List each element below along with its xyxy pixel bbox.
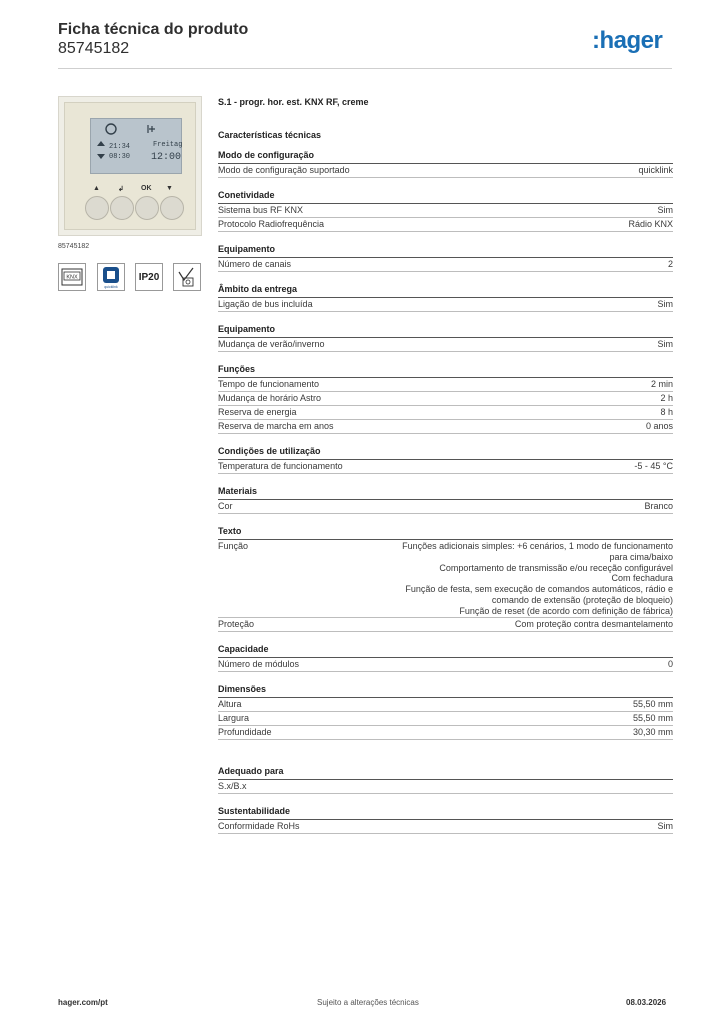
row-value: Sim xyxy=(657,205,673,215)
section-title: Texto xyxy=(218,524,673,540)
row-value: Sim xyxy=(657,299,673,309)
section-title: Âmbito da entrega xyxy=(218,282,673,298)
image-caption: 85745182 xyxy=(58,243,90,250)
row-value: 2 min xyxy=(650,379,673,389)
row-label: Função xyxy=(218,541,249,551)
characteristics-title: Características técnicas xyxy=(218,130,322,140)
row-value: 2 h xyxy=(660,393,673,403)
table-row xyxy=(218,698,673,712)
row-label: Reserva de energia xyxy=(218,407,297,417)
quicklink-icon xyxy=(97,263,125,291)
table-row xyxy=(218,338,673,352)
device-button-4 xyxy=(160,196,184,220)
footer-date: 08.03.2026 xyxy=(626,998,667,1007)
section-title: Condições de utilização xyxy=(218,444,673,460)
footer-disclaimer: Sujeito a alterações técnicas xyxy=(317,998,419,1007)
row-label: Mudança de verão/inverno xyxy=(218,339,325,349)
row-label: Sistema bus RF KNX xyxy=(218,205,304,215)
row-label: Modo de configuração suportado xyxy=(218,165,350,175)
row-value: Com proteção contra desmantelamento xyxy=(514,618,673,629)
row-value xyxy=(402,540,673,617)
device-button-1 xyxy=(85,196,109,220)
spec-table xyxy=(218,96,673,834)
row-label: Proteção xyxy=(218,618,255,629)
ok-label: OK xyxy=(141,185,152,192)
table-row xyxy=(218,780,673,794)
row-label: S.x/B.x xyxy=(218,780,247,791)
row-value: 2 xyxy=(667,259,673,269)
function-line: para cima/baixo xyxy=(609,551,673,562)
function-line: Função de reset (de acordo com definição de fábrica) xyxy=(459,605,673,616)
section-title: Conetividade xyxy=(218,188,673,204)
row-label: Reserva de marcha em anos xyxy=(218,421,334,431)
row-value: quicklink xyxy=(638,165,673,175)
row-value: Sim xyxy=(657,820,673,831)
row-value: Branco xyxy=(644,501,673,511)
up-arrow-icon: ▲ xyxy=(93,185,100,192)
function-line: Função de festa, sem execução de comandos automáticos, rádio e xyxy=(405,584,673,595)
row-value: Rádio KNX xyxy=(628,219,673,229)
header-title: Ficha técnica do produto xyxy=(58,21,249,38)
table-row xyxy=(218,618,673,632)
enter-icon: ↲ xyxy=(118,186,124,193)
table-row xyxy=(218,420,673,434)
table-row xyxy=(218,500,673,514)
row-value: 55,50 mm xyxy=(632,712,673,723)
row-label: Tempo de funcionamento xyxy=(218,379,320,389)
row-label: Profundidade xyxy=(218,726,272,737)
section-title: Funções xyxy=(218,362,673,378)
installation-icon xyxy=(173,263,201,291)
section-title: Adequado para xyxy=(218,764,673,780)
knx-icon-label: KNX xyxy=(66,274,78,281)
row-label: Temperatura de funcionamento xyxy=(218,461,343,471)
product-name: S.1 - progr. hor. est. KNX RF, creme xyxy=(218,97,369,107)
footer-website-link[interactable]: hager.com/pt xyxy=(58,998,108,1007)
section-title: Sustentabilidade xyxy=(218,804,673,820)
device-button-3 xyxy=(135,196,159,220)
row-value: 55,50 mm xyxy=(632,698,673,709)
ip20-icon: IP20 xyxy=(135,263,163,291)
lcd-right-1: Freitag xyxy=(153,141,183,149)
section-title: Capacidade xyxy=(218,642,673,658)
quicklink-icon-label: quicklink xyxy=(104,285,118,289)
table-row xyxy=(218,726,673,740)
row-label: Altura xyxy=(218,698,242,709)
function-line: Com fechadura xyxy=(611,573,673,584)
row-label: Conformidade RoHs xyxy=(218,820,300,831)
knx-clock-icon xyxy=(58,263,86,291)
row-label: Largura xyxy=(218,712,250,723)
lcd-right-2: 12:00 xyxy=(151,152,182,163)
table-row xyxy=(218,298,673,312)
row-value: 30,30 mm xyxy=(632,726,673,737)
lcd-line-1: 21:34 xyxy=(109,143,131,151)
function-line: Funções adicionais simples: +6 cenários, 1 modo de funcionamento xyxy=(402,541,673,551)
header-divider xyxy=(58,68,672,69)
row-value: 8 h xyxy=(660,407,673,417)
table-row xyxy=(218,712,673,726)
row-label: Mudança de horário Astro xyxy=(218,393,322,403)
row-value: 0 xyxy=(667,658,673,669)
table-row xyxy=(218,258,673,272)
hager-logo: :hager xyxy=(592,27,663,54)
section-title: Materiais xyxy=(218,484,673,500)
table-row xyxy=(218,378,673,392)
row-value: 0 anos xyxy=(645,421,673,431)
section-title: Equipamento xyxy=(218,322,673,338)
table-row xyxy=(218,392,673,406)
row-label: Ligação de bus incluída xyxy=(218,299,313,309)
row-value: Sim xyxy=(657,339,673,349)
lcd-line-2: 08:30 xyxy=(109,153,131,161)
down-arrow-icon: ▼ xyxy=(166,185,173,192)
table-row xyxy=(218,658,673,672)
table-row xyxy=(218,540,673,618)
function-line: comando de extensão (proteção de bloqueio) xyxy=(491,594,673,605)
table-row xyxy=(218,164,673,178)
row-value: -5 - 45 °C xyxy=(634,461,673,471)
table-row xyxy=(218,218,673,232)
product-image xyxy=(58,96,202,236)
device-display xyxy=(90,118,182,174)
device-button-2 xyxy=(110,196,134,220)
function-line: Comportamento de transmissão e/ou receção configurável xyxy=(439,562,673,573)
table-row xyxy=(218,406,673,420)
row-label: Cor xyxy=(218,501,233,511)
row-label: Número de módulos xyxy=(218,658,300,669)
table-row xyxy=(218,460,673,474)
section-title: Dimensões xyxy=(218,682,673,698)
table-row xyxy=(218,820,673,834)
section-title: Modo de configuração xyxy=(218,148,673,164)
section-title: Equipamento xyxy=(218,242,673,258)
row-label: Protocolo Radiofrequência xyxy=(218,219,325,229)
product-code: 85745182 xyxy=(58,40,130,57)
row-label: Número de canais xyxy=(218,259,292,269)
table-row xyxy=(218,204,673,218)
